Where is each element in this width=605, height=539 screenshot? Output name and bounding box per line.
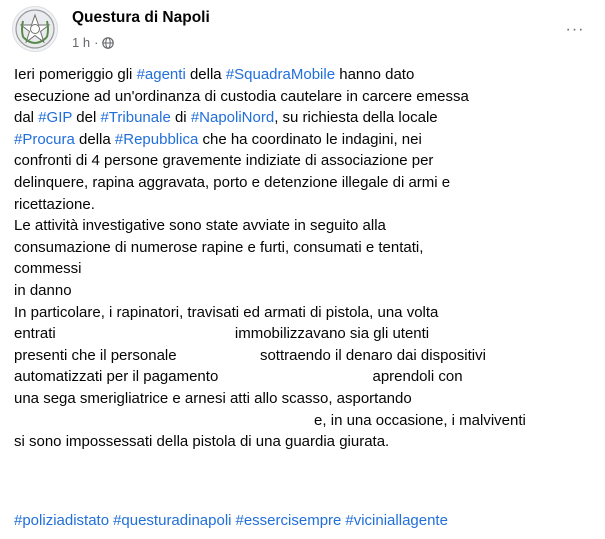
- message-line: [14, 215, 595, 237]
- message-line: [14, 129, 595, 151]
- message-line: [14, 410, 595, 432]
- message-line: [14, 388, 595, 410]
- hashtag-link[interactable]: #GIP: [38, 109, 73, 127]
- message-line: [14, 431, 595, 453]
- hashtag-link[interactable]: #poliziadistato: [14, 512, 110, 529]
- message-text: automatizzati per il pagamento aprendoli con: [14, 368, 463, 386]
- message-line: [14, 302, 595, 324]
- message-text: del: [72, 109, 101, 127]
- hashtag-link[interactable]: #NapoliNord: [190, 109, 275, 127]
- hashtag-link[interactable]: #Procura: [14, 130, 75, 148]
- message-text: hanno dato: [335, 66, 415, 83]
- post-meta: [72, 35, 114, 50]
- message-text: di: [170, 109, 191, 127]
- message-text: si sono impossessati della pistola di una guardia giurata.: [14, 433, 390, 451]
- hashtag-row: [14, 510, 452, 532]
- page-avatar[interactable]: [12, 6, 58, 52]
- message-text: della: [185, 66, 226, 83]
- message-text: una sega smerigliatrice e arnesi atti allo scasso, asportando: [14, 389, 412, 407]
- message-line: [14, 194, 595, 216]
- message-text: entrati immobilizzavano sia gli utenti: [14, 325, 430, 343]
- message-text: , su richiesta della locale: [274, 109, 438, 127]
- message-text: dal: [14, 109, 39, 127]
- message-text: delinquere, rapina aggravata, porto e detenzione illegale di armi e: [14, 173, 451, 191]
- message-text: in danno: [14, 281, 72, 299]
- message-line: [14, 64, 595, 86]
- message-line: [14, 345, 595, 367]
- message-line: [14, 86, 595, 108]
- hashtag-link[interactable]: #Tribunale: [100, 109, 171, 127]
- post-header: [12, 6, 593, 58]
- post-message: [14, 64, 595, 453]
- hashtag-link[interactable]: #SquadraMobile: [225, 66, 336, 83]
- hashtag-link[interactable]: #Repubblica: [114, 130, 199, 148]
- message-text: della: [74, 130, 115, 148]
- message-line: [14, 366, 595, 388]
- message-text: Ieri pomeriggio gli: [14, 66, 137, 83]
- message-text: consumazione di numerose rapine e furti, consumati e tentati,: [14, 238, 424, 256]
- message-text: commessi: [14, 260, 82, 278]
- message-line: [14, 237, 595, 259]
- message-text: confronti di 4 persone gravemente indiziate di associazione per: [14, 152, 434, 170]
- message-line: [14, 258, 595, 280]
- message-text: che ha coordinato le indagini, nei: [198, 130, 422, 148]
- message-line: [14, 107, 595, 129]
- message-line: [14, 150, 595, 172]
- message-line: [14, 323, 595, 345]
- hashtag-link[interactable]: #viciniallagente: [345, 512, 448, 529]
- hashtag-link[interactable]: #agenti: [136, 66, 186, 83]
- hashtag-link[interactable]: #essercisempre: [235, 512, 342, 529]
- hashtag-link[interactable]: #questuradinapoli: [113, 512, 232, 529]
- message-text: In particolare, i rapinatori, travisati ed armati di pistola, una volta: [14, 303, 439, 321]
- message-text: e, in una occasione, i malviventi: [14, 411, 526, 429]
- emblem-icon: [13, 7, 57, 51]
- message-line: [14, 280, 595, 302]
- globe-icon[interactable]: [102, 37, 114, 49]
- message-text: Le attività investigative sono state avviate in seguito alla: [14, 217, 386, 235]
- post-timestamp[interactable]: 1 h: [72, 35, 91, 50]
- message-line: [14, 172, 595, 194]
- page-name[interactable]: Questura di Napoli: [72, 9, 210, 26]
- message-text: esecuzione ad un'ordinanza di custodia cautelare in carcere emessa: [14, 87, 469, 105]
- meta-separator: ·: [94, 35, 99, 50]
- message-text: ricettazione.: [14, 195, 95, 213]
- message-text: presenti che il personale sottraendo il denaro dai dispositivi: [14, 346, 486, 364]
- more-options-icon[interactable]: ···: [565, 21, 585, 38]
